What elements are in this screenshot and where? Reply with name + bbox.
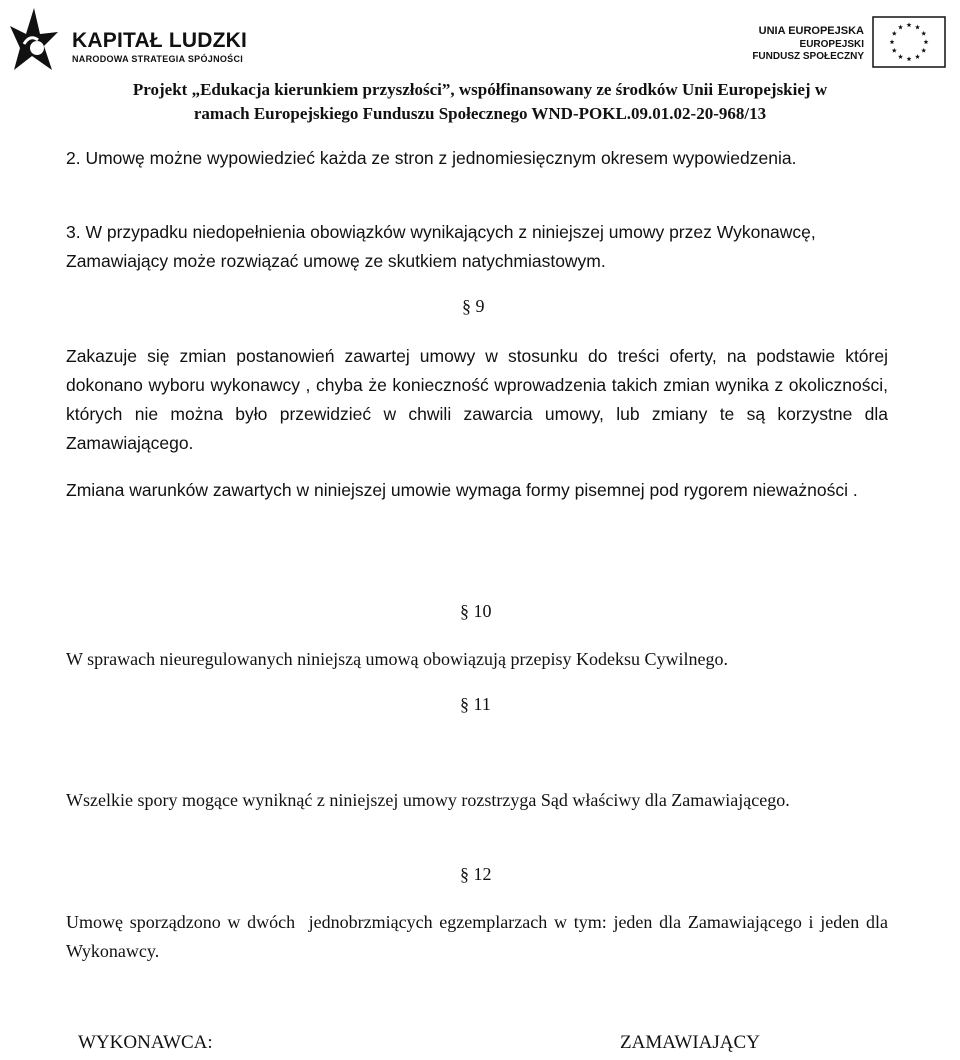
clause-item-2: 2. Umowę możne wypowiedzieć każda ze stron z jednomiesięcznym okresem wypowiedzenia. bbox=[66, 148, 797, 168]
kapital-ludzki-star-icon bbox=[4, 4, 60, 76]
section-9-heading: § 9 bbox=[462, 296, 485, 316]
project-line-2: ramach Europejskiego Funduszu Społecznego WND-POKL.09.01.02-20-968/13 bbox=[193, 104, 767, 123]
section-12-heading: § 12 bbox=[460, 864, 492, 884]
section-12-paragraph: Umowę sporządzono w dwóch jednobrzmiących egzemplarzach w tym: jeden dla Zamawiającego i jeden dla Wykonawcy. bbox=[66, 912, 893, 961]
eu-logo-line3: FUNDUSZ SPOŁECZNY bbox=[752, 51, 864, 62]
eu-logo-line2: EUROPEJSKI bbox=[799, 39, 864, 50]
section-10-paragraph: W sprawach nieuregulowanych niniejszą umową obowiązują przepisy Kodeksu Cywilnego. bbox=[66, 649, 728, 669]
eu-logo-line1: UNIA EUROPEJSKA bbox=[758, 25, 864, 37]
section-11-heading: § 11 bbox=[460, 694, 491, 714]
logo-name: KAPITAŁ LUDZKI bbox=[72, 29, 248, 52]
signature-contractor: WYKONAWCA: bbox=[78, 1032, 213, 1053]
kapital-ludzki-logo bbox=[4, 4, 254, 76]
section-10-heading: § 10 bbox=[460, 601, 492, 621]
eu-logo bbox=[742, 12, 950, 72]
section-9-paragraph-1: Zakazuje się zmian postanowień zawartej umowy w stosunku do treści oferty, na podstawie której dokonano wyboru wykonawcy , chyba że konieczność wprowadzenia takich zmian wynika z okoliczności, których nie można było przewidzieć w chwili zawarcia umowy, lub zmiany te są korzystne dla Zamawiającego. bbox=[66, 346, 888, 453]
section-9-paragraph-2: Zmiana warunków zawartych w niniejszej umowie wymaga formy pisemnej pod rygorem nieważności . bbox=[66, 480, 858, 500]
eu-flag-icon bbox=[872, 16, 946, 68]
logo-subtitle: NARODOWA STRATEGIA SPÓJNOŚCI bbox=[72, 54, 244, 64]
signature-client: ZAMAWIAJĄCY bbox=[620, 1032, 760, 1053]
clause-item-3: 3. W przypadku niedopełnienia obowiązków wynikających z niniejszej umowy przez Wykonawcę, Zamawiający może rozwiązać umowę ze skutkiem natychmiastowym. bbox=[66, 222, 816, 271]
project-line-1: Projekt „Edukacja kierunkiem przyszłości”, współfinansowany ze środków Unii Europejskiej w bbox=[132, 80, 828, 99]
section-11-paragraph: Wszelkie spory mogące wyniknąć z niniejszej umowy rozstrzyga Sąd właściwy dla Zamawiającego. bbox=[66, 790, 790, 810]
